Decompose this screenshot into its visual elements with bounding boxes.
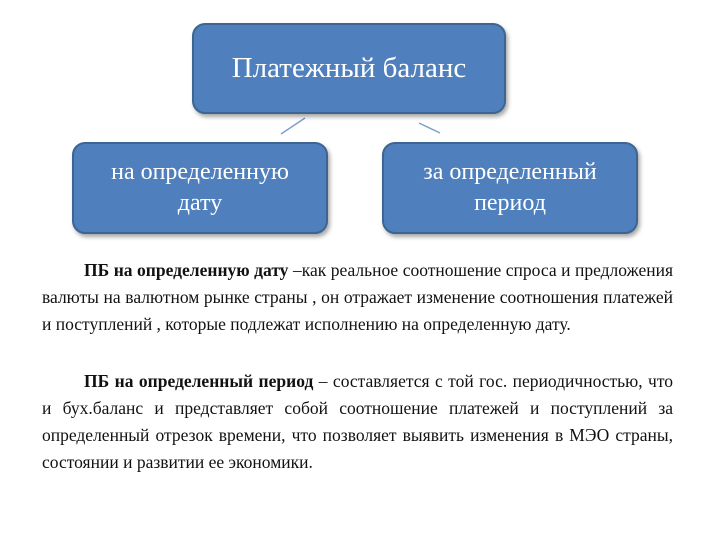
child-node-period-line1: за определенный [423, 159, 597, 185]
child-node-date-line2: дату [177, 190, 223, 216]
child-node-date-line1: на определенную [111, 159, 289, 185]
paragraph-period-body: – составляется с той гос. периодичностью, что и бух.баланс и представляет собой соотношение платежей и поступлений за определенный отрезок времени, что позволяет выявить изменения в МЭО страны, состоянии и развитии ее экономики. [42, 371, 673, 472]
child-node-period [382, 142, 638, 234]
child-node-date [72, 142, 328, 234]
connector-left [281, 118, 305, 134]
paragraph-date [42, 257, 673, 338]
paragraph-date-lead: ПБ на определенную дату [84, 260, 289, 280]
paragraph-date-body: –как реальное соотношение спроса и предложения валюты на валютном рынке страны , он отражает изменение соотношения платежей и поступлений , которые подлежат исполнению на определенную дату. [42, 260, 673, 334]
connector-right [419, 123, 440, 133]
root-node-label: Платежный баланс [231, 52, 467, 84]
root-node-box [192, 23, 506, 114]
child-node-period-line2: период [474, 190, 546, 216]
paragraph-period-lead: ПБ на определенный период [84, 371, 314, 391]
paragraph-period [42, 368, 673, 476]
